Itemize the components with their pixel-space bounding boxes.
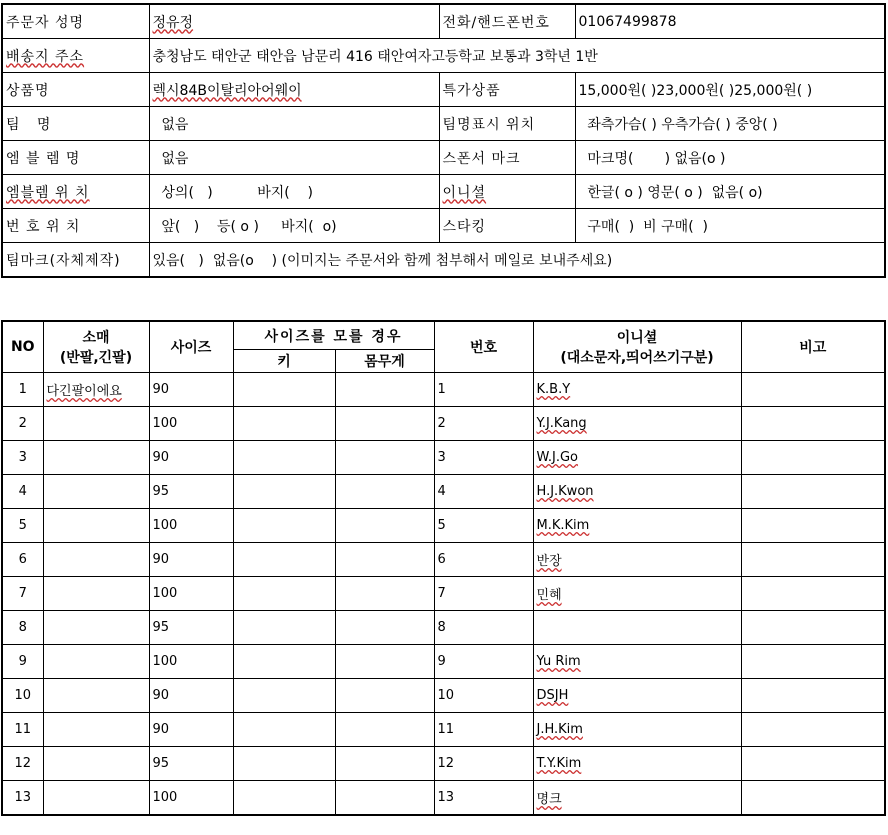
info-value [575, 107, 885, 141]
cell-number-text: 9 [437, 654, 446, 669]
cell-sleeve [43, 543, 149, 577]
cell-size-text: 95 [152, 756, 170, 771]
cell-no [2, 509, 43, 543]
info-label [2, 4, 149, 39]
cell-weight [335, 781, 434, 816]
cell-no [2, 747, 43, 781]
cell-height [233, 713, 335, 747]
cell-no-text: 12 [14, 756, 32, 771]
info-value [575, 141, 885, 175]
cell-number [434, 543, 533, 577]
cell-note [741, 781, 885, 816]
order-info-table [1, 3, 886, 278]
cell-number [434, 577, 533, 611]
cell-weight [335, 645, 434, 679]
cell-height [233, 441, 335, 475]
info-label [2, 141, 149, 175]
cell-height [233, 679, 335, 713]
info-value-text: 좌측가슴( ) 우측가슴( ) 중앙( ) [578, 116, 778, 133]
info-value [149, 175, 439, 209]
cell-no-text: 13 [14, 790, 32, 805]
cell-initial [533, 645, 741, 679]
cell-size-text: 90 [152, 688, 170, 703]
cell-note [741, 441, 885, 475]
cell-initial-text: DSJH [536, 688, 569, 703]
cell-weight [335, 577, 434, 611]
cell-weight [335, 407, 434, 441]
cell-no [2, 441, 43, 475]
cell-note [741, 475, 885, 509]
cell-size-text: 90 [152, 450, 170, 465]
cell-sleeve [43, 781, 149, 816]
cell-height [233, 475, 335, 509]
info-value-text: 마크명( ) 없음(o ) [578, 150, 726, 167]
cell-no-text: 1 [18, 382, 27, 397]
cell-size-text: 90 [152, 722, 170, 737]
order-items-table [1, 320, 886, 816]
cell-number [434, 509, 533, 543]
cell-number-text: 13 [437, 790, 455, 805]
cell-number [434, 645, 533, 679]
cell-initial-text: 반장 [536, 554, 562, 569]
table-row [2, 781, 885, 816]
table-row [2, 645, 885, 679]
info-label [439, 4, 575, 39]
cell-no-text: 3 [18, 450, 27, 465]
cell-no [2, 781, 43, 816]
info-label-text: 팀 명 [6, 116, 52, 133]
info-label-text: 특가상품 [442, 82, 501, 99]
cell-no [2, 577, 43, 611]
cell-sleeve [43, 407, 149, 441]
info-label [2, 107, 149, 141]
info-value-text: 구매( ) 비 구매( ) [578, 218, 709, 235]
cell-number [434, 611, 533, 645]
cell-number [434, 679, 533, 713]
table-row [2, 509, 885, 543]
cell-note [741, 713, 885, 747]
cell-number-text: 12 [437, 756, 455, 771]
cell-initial-text: H.J.Kwon [536, 484, 594, 499]
cell-number [434, 747, 533, 781]
cell-size-text: 100 [152, 518, 178, 533]
cell-weight [335, 713, 434, 747]
info-label [439, 141, 575, 175]
cell-weight [335, 611, 434, 645]
info-value-text: 상의( ) 바지( ) [152, 184, 313, 201]
cell-note [741, 611, 885, 645]
info-row [2, 4, 885, 39]
info-value-text: 렉시84B이탈리아어웨이 [152, 82, 302, 99]
cell-size [149, 509, 233, 543]
table-row [2, 679, 885, 713]
cell-number-text: 6 [437, 552, 446, 567]
cell-no [2, 373, 43, 407]
cell-initial-text: J.H.Kim [536, 722, 583, 737]
cell-no-text: 4 [18, 484, 27, 499]
cell-size [149, 747, 233, 781]
info-label-text: 엠 블 렘 명 [6, 150, 81, 167]
info-value [149, 243, 885, 278]
table-row [2, 543, 885, 577]
cell-sleeve [43, 509, 149, 543]
cell-number-text: 7 [437, 586, 446, 601]
info-label [2, 209, 149, 243]
cell-number [434, 407, 533, 441]
cell-note [741, 645, 885, 679]
cell-size-text: 90 [152, 552, 170, 567]
table-row [2, 611, 885, 645]
info-value-text: 있음( ) 없음(o ) (이미지는 주문서와 함께 첨부해서 메일로 보내주세요) [152, 252, 613, 269]
cell-initial [533, 441, 741, 475]
cell-weight [335, 747, 434, 781]
info-label-text: 팀마크(자체제작) [6, 252, 121, 269]
cell-note [741, 577, 885, 611]
table-row [2, 713, 885, 747]
cell-sleeve [43, 577, 149, 611]
cell-sleeve [43, 475, 149, 509]
cell-note [741, 747, 885, 781]
info-value-text: 없음 [152, 150, 189, 167]
cell-size-text: 95 [152, 620, 170, 635]
info-value-text: 한글( o ) 영문( o ) 없음( o) [578, 184, 763, 201]
cell-note [741, 373, 885, 407]
cell-height [233, 611, 335, 645]
cell-no-text: 11 [14, 722, 32, 737]
cell-weight [335, 679, 434, 713]
cell-initial [533, 611, 741, 645]
cell-weight [335, 475, 434, 509]
cell-weight [335, 373, 434, 407]
cell-height [233, 543, 335, 577]
cell-sleeve [43, 679, 149, 713]
cell-initial [533, 373, 741, 407]
cell-note [741, 509, 885, 543]
info-value-text: 01067499878 [578, 13, 677, 30]
cell-initial-text: 명크 [536, 792, 562, 807]
info-value [149, 141, 439, 175]
info-label-text: 상품명 [6, 82, 50, 99]
cell-size [149, 543, 233, 577]
info-value [149, 4, 439, 39]
cell-height [233, 577, 335, 611]
cell-height [233, 509, 335, 543]
table-row [2, 441, 885, 475]
info-label-text: 스폰서 마크 [442, 150, 521, 167]
info-label [439, 107, 575, 141]
cell-sleeve-text: 다긴팔이에요 [46, 384, 122, 399]
cell-sleeve [43, 713, 149, 747]
cell-size-text: 100 [152, 654, 178, 669]
cell-number [434, 713, 533, 747]
info-label-text: 주문자 성명 [6, 14, 85, 31]
cell-no-text: 9 [18, 654, 27, 669]
cell-initial-text: M.K.Kim [536, 518, 590, 533]
info-label [439, 209, 575, 243]
info-row [2, 107, 885, 141]
cell-number-text: 11 [437, 722, 455, 737]
cell-no-text: 2 [18, 416, 27, 431]
cell-size [149, 611, 233, 645]
cell-initial-text: W.J.Go [536, 450, 579, 465]
cell-no [2, 611, 43, 645]
header-initial: 이니셜 (대소문자,띄어쓰기구분) [533, 321, 741, 373]
info-value [149, 73, 439, 107]
cell-initial-text: K.B.Y [536, 382, 571, 397]
cell-initial [533, 747, 741, 781]
info-row [2, 73, 885, 107]
header-size-unknown: 사이즈를 모를 경우 [233, 321, 434, 350]
cell-size [149, 781, 233, 816]
cell-initial [533, 475, 741, 509]
header-note: 비고 [741, 321, 885, 373]
info-row [2, 209, 885, 243]
cell-initial-text: 민혜 [536, 588, 562, 603]
header-number: 번호 [434, 321, 533, 373]
info-value [149, 39, 885, 73]
cell-no-text: 7 [18, 586, 27, 601]
cell-weight [335, 509, 434, 543]
cell-no [2, 475, 43, 509]
header-weight: 몸무게 [335, 350, 434, 373]
header-size: 사이즈 [149, 321, 233, 373]
cell-number-text: 3 [437, 450, 446, 465]
cell-height [233, 747, 335, 781]
cell-initial [533, 543, 741, 577]
cell-size [149, 577, 233, 611]
cell-number [434, 441, 533, 475]
cell-size [149, 679, 233, 713]
info-value [575, 209, 885, 243]
cell-size-text: 100 [152, 586, 178, 601]
cell-height [233, 645, 335, 679]
cell-no [2, 543, 43, 577]
cell-size [149, 645, 233, 679]
info-label-text: 스타킹 [442, 218, 487, 235]
cell-no [2, 713, 43, 747]
header-no: NO [2, 321, 43, 373]
cell-size [149, 373, 233, 407]
cell-sleeve [43, 373, 149, 407]
cell-no-text: 8 [18, 620, 27, 635]
info-value-text: 충청남도 태안군 태안읍 남문리 416 태안여자고등학교 보통과 3학년 1반 [152, 48, 598, 65]
header-height: 키 [233, 350, 335, 373]
cell-number-text: 1 [437, 382, 446, 397]
info-value [575, 175, 885, 209]
cell-no-text: 5 [18, 518, 27, 533]
info-value [575, 73, 885, 107]
cell-sleeve [43, 441, 149, 475]
cell-sleeve [43, 747, 149, 781]
cell-size-text: 95 [152, 484, 170, 499]
cell-height [233, 781, 335, 816]
info-label-text: 전화/핸드폰번호 [442, 14, 550, 31]
info-label-text: 이니셜 [442, 184, 487, 201]
info-label [2, 73, 149, 107]
cell-sleeve [43, 645, 149, 679]
info-label-text: 팀명표시 위치 [442, 116, 536, 133]
cell-note [741, 679, 885, 713]
cell-size [149, 441, 233, 475]
table-row [2, 475, 885, 509]
table-row [2, 577, 885, 611]
info-label [2, 243, 149, 278]
info-value-text: 앞( ) 등( o ) 바지( o) [152, 218, 337, 235]
info-label [439, 175, 575, 209]
info-value [149, 107, 439, 141]
cell-no [2, 407, 43, 441]
info-row [2, 39, 885, 73]
cell-weight [335, 441, 434, 475]
cell-number-text: 4 [437, 484, 446, 499]
cell-initial [533, 781, 741, 816]
info-row [2, 141, 885, 175]
cell-height [233, 373, 335, 407]
cell-no [2, 645, 43, 679]
table-row [2, 747, 885, 781]
info-label [439, 73, 575, 107]
cell-size [149, 713, 233, 747]
info-value-text: 정유정 [152, 14, 194, 31]
cell-height [233, 407, 335, 441]
cell-size-text: 90 [152, 382, 170, 397]
cell-sleeve [43, 611, 149, 645]
info-value [575, 4, 885, 39]
cell-size [149, 475, 233, 509]
cell-number-text: 2 [437, 416, 446, 431]
table-row [2, 373, 885, 407]
info-row [2, 243, 885, 278]
cell-initial [533, 509, 741, 543]
cell-initial [533, 577, 741, 611]
cell-note [741, 543, 885, 577]
cell-size-text: 100 [152, 790, 178, 805]
cell-number [434, 781, 533, 816]
cell-no-text: 10 [14, 688, 32, 703]
cell-no [2, 679, 43, 713]
cell-number-text: 8 [437, 620, 446, 635]
cell-number-text: 5 [437, 518, 446, 533]
info-label-text: 배송지 주소 [6, 48, 85, 65]
info-value [149, 209, 439, 243]
cell-size-text: 100 [152, 416, 178, 431]
cell-number-text: 10 [437, 688, 455, 703]
cell-initial [533, 407, 741, 441]
table-row [2, 407, 885, 441]
cell-number [434, 475, 533, 509]
cell-initial-text: Yu Rim [536, 654, 581, 669]
cell-initial-text: Y.J.Kang [536, 416, 587, 431]
cell-initial [533, 713, 741, 747]
info-value-text: 없음 [152, 116, 189, 133]
header-sleeve: 소매 (반팔,긴팔) [43, 321, 149, 373]
info-label-text: 번 호 위 치 [6, 218, 81, 235]
cell-no-text: 6 [18, 552, 27, 567]
info-row [2, 175, 885, 209]
cell-weight [335, 543, 434, 577]
cell-initial [533, 679, 741, 713]
cell-size [149, 407, 233, 441]
info-label [2, 175, 149, 209]
cell-note [741, 407, 885, 441]
info-label-text: 엠블렘 위 치 [6, 184, 90, 201]
info-value-text: 15,000원( )23,000원( )25,000원( ) [578, 82, 813, 99]
cell-number [434, 373, 533, 407]
info-label [2, 39, 149, 73]
cell-initial-text: T.Y.Kim [536, 756, 582, 771]
